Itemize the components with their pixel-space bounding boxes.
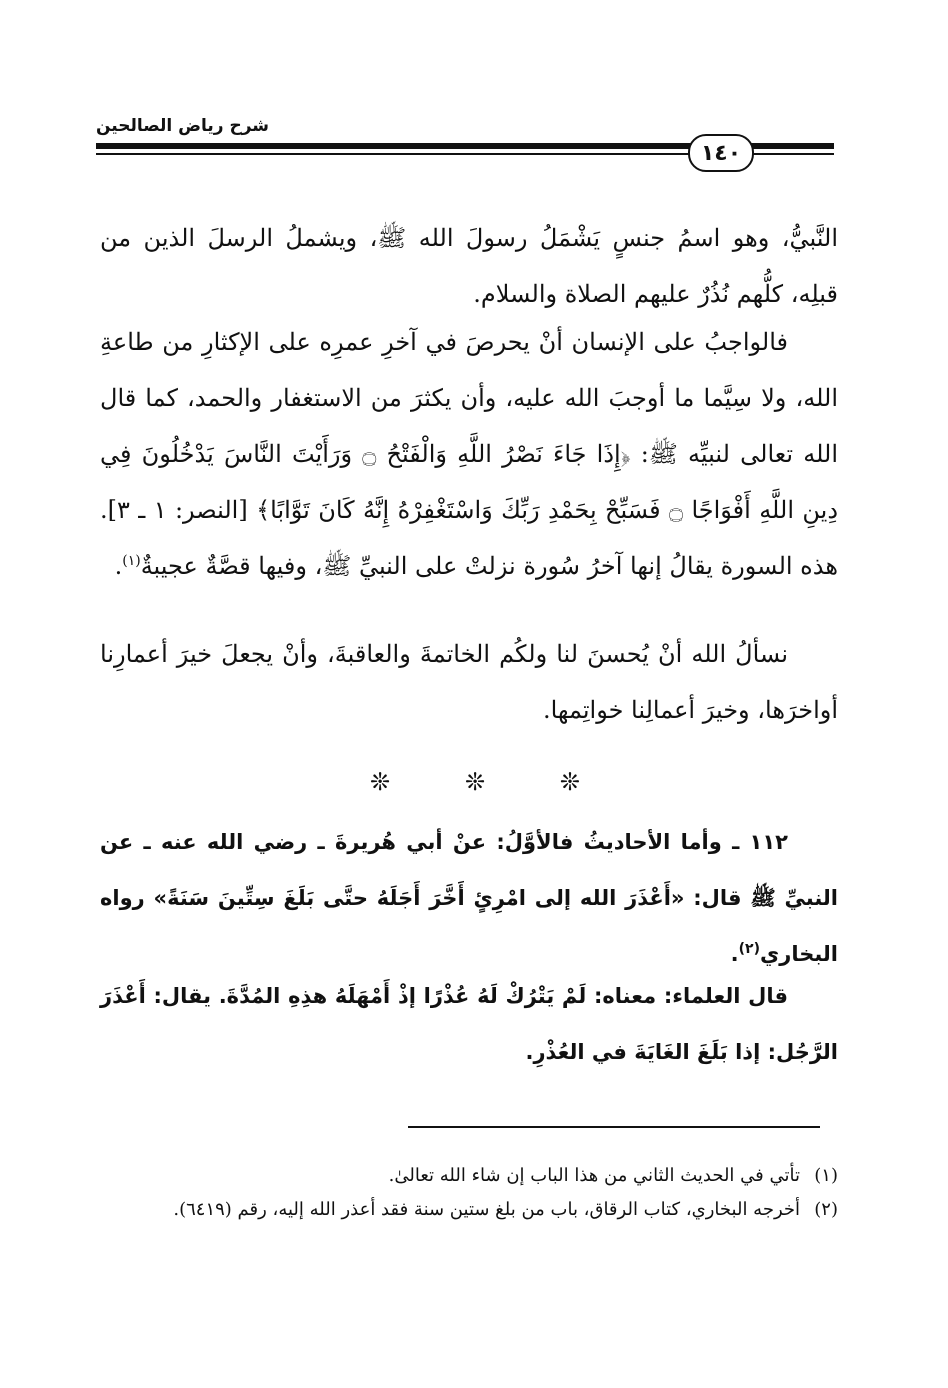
footnote-1: [100, 1160, 838, 1192]
footnote-1-number: (١): [814, 1165, 838, 1186]
hadith-end: .: [730, 942, 739, 966]
hadith-commentary: قال العلماء: معناه: لَمْ يَتْرُكْ لَهُ عُذْرًا إذْ أَمْهَلَهُ هذِهِ المُدَّةَ. يقال: أَعْذَرَ الرَّجُل: إذا بَلَغَ الغَايَةَ في العُذْرِ.: [100, 984, 838, 1064]
paragraph-2-text: فالواجبُ على الإنسان أنْ يحرصَ في آخرِ عمرِه على الإكثارِ من طاعةِ الله، ولا سِيَّما ما أوجبَ الله عليه، وأن يكثرَ من الاستغفار والحمد، كما قال الله تعالى لنبيِّه ﷺ: ﴿إِذَا جَاءَ نَصْرُ اللَّهِ وَالْفَتْحُ ۝ وَرَأَيْتَ النَّاسَ يَدْخُلُونَ فِي دِينِ اللَّهِ أَفْوَاجًا ۝ فَسَبِّحْ بِحَمْدِ رَبِّكَ وَاسْتَغْفِرْهُ إِنَّهُ كَانَ تَوَّابًا﴾ [النصر: ١ ـ ٣]. هذه السورة يقالُ إنها آخرُ سُورة نزلتْ على النبيِّ ﷺ، وفيها قصَّةٌ عجيبةٌ: [100, 328, 839, 580]
footnote-rule: [408, 1126, 820, 1128]
page-number: [688, 134, 754, 172]
separator-star-icon: ❊: [370, 768, 391, 796]
footnote-ref-1[interactable]: (١): [122, 553, 141, 569]
page-number-label: ١٤٠: [700, 140, 742, 166]
separator-star-icon: ❊: [559, 768, 580, 796]
footnote-1-text: تأتي في الحديث الثاني من هذا الباب إن شاء الله تعالىٰ.: [388, 1165, 800, 1186]
footnote-2: [100, 1194, 838, 1226]
paragraph-3: نسألُ الله أنْ يُحسنَ لنا ولكُم الخاتمةَ والعاقبةَ، وأنْ يجعلَ خيرَ أعمارِنا أواخرَها، وخيرَ أعمالِنا خواتِمها.: [100, 640, 838, 724]
paragraph-2-end: .: [114, 552, 123, 580]
paragraph-2: [100, 314, 838, 594]
paragraph-1: النَّبيُّ، وهو اسمُ جنسٍ يَشْمَلُ رسولَ الله ﷺ، ويشملُ الرسلَ الذين من قبلِه، كلُّهم نُذُرٌ عليهم الصلاة والسلام.: [100, 224, 838, 308]
hadith-body: ١١٢ ـ وأما الأحاديثُ فالأوَّلُ: عنْ أبي هُريرةَ ـ رضي الله عنه ـ عن النبيِّ ﷺ قال: «أَعْذَرَ الله إلى امْرِئٍ أَخَّرَ أَجَلَهُ حتَّى بَلَغَ سِتِّينَ سَنَةً» رواه البخاري: [100, 830, 838, 966]
footnote-2-number: (٢): [814, 1199, 838, 1220]
running-title: شرح رياض الصالحين: [96, 116, 270, 136]
section-separator: [370, 768, 580, 796]
hadith-text: [100, 814, 838, 982]
separator-star-icon: ❊: [464, 768, 486, 796]
footnote-ref-2[interactable]: (٢): [738, 941, 760, 957]
footnote-2-text: أخرجه البخاري، كتاب الرقاق، باب من بلغ ستين سنة فقد أعذر الله إليه، رقم (٦٤١٩).: [173, 1199, 800, 1220]
